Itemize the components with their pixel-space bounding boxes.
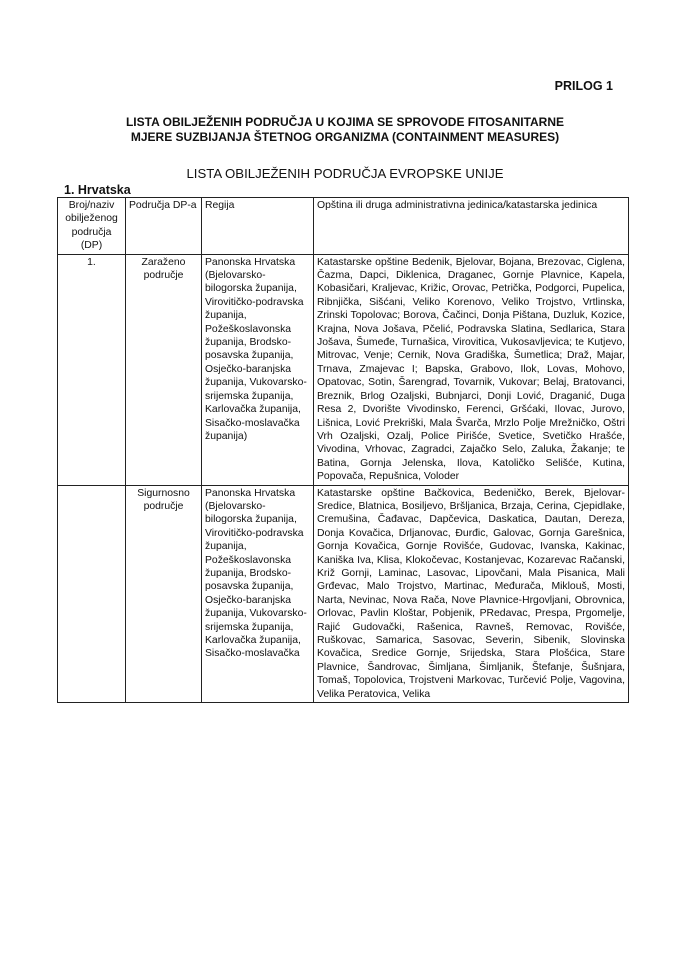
table-header-row <box>58 198 629 255</box>
table-row <box>58 485 629 703</box>
title-line-2: MJERE SUZBIJANJA ŠTETNOG ORGANIZMA (CONTAINMENT MEASURES) <box>130 130 560 144</box>
row-dp-number: 1. <box>58 254 126 485</box>
row-admin-units: Katastarske opštine Bedenik, Bjelovar, Bojana, Brezovac, Ciglena, Čazma, Dapci, Diklenica, Draganec, Gornje Plavnice, Kapela, Kobasičari, Kraljevac, Križic, Orovac, Petrička, Podgorci, Pupelica, Ribnjička, Sišćani, Veliko Korenovo, Veliko Trojstvo, Vrtlinska, Zrinski Topolovac; Borova, Čačinci, Donja Pištana, Duzluk, Kozice, Krajna, Nova Jošava, Pčelić, Podravska Slatina, Sedlarica, Stara Jošava, Šumeđe, Turnašica, Virovitica, Vukosavljevica; te Kutjevo, Mitrovac, Venje; Cernik, Nova Gradiška, Šumetlica; Draž, Majar, Trnava, Zmajevac I; Bapska, Grabovo, Ilok, Lovas, Mohovo, Opatovac, Sotin, Šarengrad, Tovarnik, Vukovar; Belaj, Bratovanci, Breznik, Brlog Ozaljski, Bubnjarci, Donji Lović, Draganić, Duga Resa 2, Dvorište Vivodinsko, Ferenci, Gršćaki, Ilovac, Jurovo, Lišnica, Lović Prekriški, Mala Švarča, Mrzlo Polje Mrežničko, Oštri Vrh Ozaljski, Ozalj, Police Pirišće, Svetice, Svetičko Hrašće, Vivodina, Vrhovac, Zagradci, Zajačko Selo, Zaluka, Žakanje; te Batina, Gornja Jelenska, Ilova, Katoličko Selišće, Kutina, Popovača, Repušnica, Voloder <box>314 254 629 485</box>
row-area-type: Zaraženo područje <box>126 254 202 485</box>
row-area-type: Sigurnosno područje <box>126 485 202 703</box>
row-region: Panonska Hrvatska (Bjelovarsko-bilogorska županija, Virovitičko-podravska županija, Požeškoslavonska županija, Brodsko-posavska županija, Osječko-baranjska županija, Vukovarsko-srijemska županija, Karlovačka županija, Sisačko-moslavačka županija) <box>202 254 314 485</box>
header-region: Regija <box>202 198 314 255</box>
header-admin-units: Opština ili druga administrativna jedinica/katastarska jedinica <box>314 198 629 255</box>
table-row <box>58 254 629 485</box>
row-region: Panonska Hrvatska (Bjelovarsko-bilogorska županija, Virovitičko-podravska županija, Požeškoslavonska županija, Brodsko-posavska županija, Osječko-baranjska županija, Vukovarsko-srijemska županija, Karlovačka županija, Sisačko-moslavačka <box>202 485 314 703</box>
row-dp-number <box>58 485 126 703</box>
section-heading: 1. Hrvatska <box>64 183 131 197</box>
row-admin-units: Katastarske opštine Bačkovica, Bedeničko, Berek, Bjelovar-Sredice, Blatnica, Bosiljevo, Bršljanica, Brzaja, Cerina, Cjepidlake, Cremušina, Čađavac, Dapčevica, Daskatica, Dautan, Dereza, Donja Kovačica, Drljanovac, Đurđic, Galovac, Gornja Garešnica, Gornja Kovačica, Gornje Rovišće, Gudovac, Ivanska, Kakinac, Kaniška Iva, Klisa, Klokočevac, Kostanjevac, Kozarevac Račanski, Križ Gornji, Laminac, Lasovac, Lipovčani, Mala Pisanica, Mali Grđevac, Malo Trojstvo, Martinac, Međurača, Miklouš, Mosti, Narta, Nevinac, Nova Rača, Nove Plavnice-Hrgovljani, Obrovnica, Orlovac, Pavlin Kloštar, Pobjenik, PRedavac, Prespa, Prgomelje, Rajić Gudovački, Rašenica, Ravneš, Removac, Rovišće, Ruškovac, Samarica, Sasovac, Severin, Sibenik, Slovinska Kovačica, Sredice Gornje, Srijedska, Stara Plošćica, Stare Plavnice, Šandrovac, Šimljana, Šimljanik, Štefanje, Šušnjara, Tomaš, Topolovica, Trojstveni Markovac, Turčević Polje, Vagovina, Velika Peratovica, Velika <box>314 485 629 703</box>
document-title <box>60 115 630 145</box>
demarcated-areas-table <box>57 197 629 703</box>
header-dp-number: Broj/naziv obilježenog područja (DP) <box>58 198 126 255</box>
annex-label: PRILOG 1 <box>554 79 613 93</box>
header-dp-areas: Područja DP-a <box>126 198 202 255</box>
title-line-1: LISTA OBILJEŽENIH PODRUČJA U KOJIMA SE SPROVODE FITOSANITARNE <box>125 115 565 129</box>
document-subtitle: LISTA OBILJEŽENIH PODRUČJA EVROPSKE UNIJE <box>186 166 504 181</box>
